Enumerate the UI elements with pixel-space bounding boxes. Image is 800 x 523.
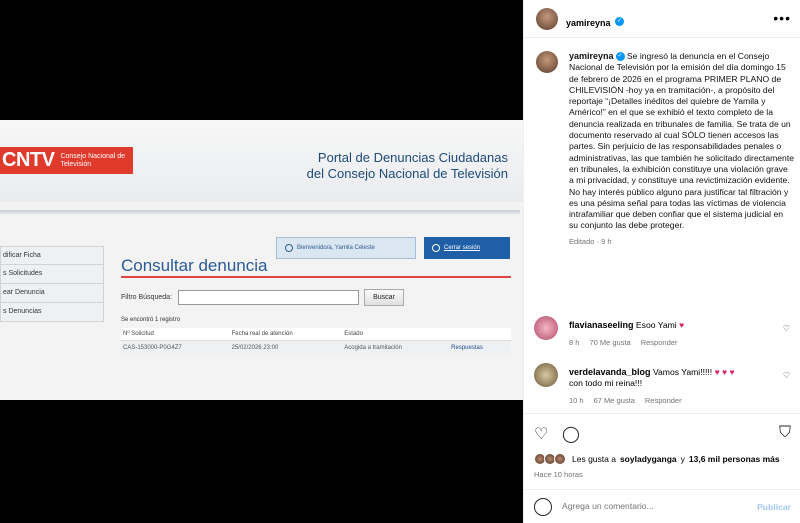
add-comment-bar [524,489,800,523]
likes-prefix: Les gusta a [572,454,616,464]
portal-title-line1: Portal de Denuncias Ciudadanas [317,150,508,165]
comment-like-icon[interactable]: ♡ [782,371,790,380]
post-caption [569,51,794,247]
likes-user[interactable]: soyladyganga [619,454,677,464]
commenter-username[interactable]: verdelavanda_blog [569,367,651,377]
commenter-avatar[interactable] [534,316,558,340]
table-cell-link: Respuestas [449,341,511,356]
comment-body [569,320,779,331]
comment-emoji: ♥ ♥ ♥ [714,367,735,377]
screenshot-image [0,120,523,400]
caption-avatar[interactable] [536,51,558,73]
author-username[interactable]: yamireyna [566,18,611,28]
consult-title: Consultar denuncia [121,256,268,275]
comment-item [534,363,796,409]
post-actions [524,413,800,523]
results-table [121,328,511,355]
comment-text: Vamos Yami!!!!! [652,367,713,377]
portal-title-line2: del Consejo Nacional de Televisión [306,166,508,181]
table-cell: Acogida a tramitación [342,341,449,356]
table-header: Estado [342,328,449,341]
verified-icon: ✓ [616,18,622,25]
table-header: Nº Solicitud [121,328,230,341]
side-menu-item: s Denuncias [0,303,104,322]
likes-count[interactable]: 13,6 mil personas más [688,454,780,464]
side-menu-item: s Solicitudes [0,265,104,284]
comment-input[interactable] [562,501,742,511]
publish-button[interactable]: Publicar [757,502,791,512]
comment-likes[interactable]: 70 Me gusta [589,338,631,347]
power-icon [432,244,440,252]
table-row [121,341,511,356]
like-icon[interactable]: ♡ [534,426,549,443]
bookmark-icon[interactable]: ⛉ [778,424,791,441]
post-header [524,0,800,38]
welcome-text: Bienvenido/a, Yamila Celeste [297,245,375,251]
cntv-logo [0,147,133,174]
portal-title [307,150,508,182]
more-options-icon[interactable]: ••• [773,10,791,26]
table-header-row [121,328,511,341]
verified-icon: ✓ [617,53,623,60]
comment-emoji: ♥ [679,320,685,330]
filter-input [178,290,359,305]
portal-side-menu [0,246,104,322]
author-avatar[interactable] [536,8,558,30]
commenter-username[interactable]: flavianaseeling [569,320,634,330]
user-icon [285,244,293,252]
likes-summary [534,453,780,465]
side-menu-item: dificar Ficha [0,246,104,265]
comment-icon[interactable]: ◯ [562,426,580,443]
found-count: Se encontró 1 registro [121,317,181,323]
side-menu-item: ear Denuncia [0,284,104,303]
comment-body [569,367,779,390]
caption-meta: Editado · 9 h [569,236,612,246]
emoji-icon[interactable] [534,498,552,516]
caption-username[interactable]: yamireyna [569,51,614,61]
search-button: Buscar [364,289,404,306]
post-time-ago: Hace 10 horas [534,470,583,479]
portal-divider [0,210,520,214]
author-name-row [566,13,624,31]
comment-reply[interactable]: Responder [644,396,682,405]
comment-reply[interactable]: Responder [640,338,678,347]
comment-likes[interactable]: 67 Me gusta [593,396,635,405]
table-header: Fecha real de atención [230,328,343,341]
comment-text-2: con todo mi reina!!! [569,378,643,389]
portal-header [0,120,523,202]
filter-label: Filtro Búsqueda: [121,294,172,301]
comment-like-icon[interactable]: ♡ [782,324,790,333]
liker-avatar [554,453,566,465]
logout-text: Cerrar sesión [444,245,481,251]
caption-text: Se ingresó la denuncia en el Consejo Nacional de Televisión por la emisión del día domingo 15 de febrero de 2026 en el programa PRIMER PLANO de CHILEVISIÓN -hoy ya en tramitación-, a propósito del reportaje “¡Detalles inéditos del quiebre de Yamila y Américo!” en el que se exhibió el texto completo de la denuncia realizada en tribunales de familia. Se trata de un documento reservado al cual SÓLO tienen accesos las partes. Sin perjuicio de las responsabilidades penales o administrativas, las que también he solicitado directamente en tribunales, la exhibición constituye una violación grave a mi privacidad, y constituye una revictimización evidente. No hay interés público alguno para justificar tal filtración y es una pésima señal para todas las víctimas de violencia intrafamiliar que deben confiar que el sistema judicial en su conjunto las debe proteger. [569,51,794,231]
commenter-avatar[interactable] [534,363,558,387]
welcome-banner [276,237,416,259]
table-cell: CAS-153000-P0G4Z7 [121,341,230,356]
likes-middle: y [680,454,685,464]
cntv-logo-mark: CNTV [2,149,55,171]
comment-time: 8 h [569,338,580,347]
comment-item [534,316,796,356]
logout-banner [424,237,510,259]
table-cell: 25/02/2026 23:00 [230,341,343,356]
comment-time: 10 h [569,396,584,405]
comment-text: Esoo Yami [635,320,677,330]
cntv-logo-sub: Consejo Nacional de Televisión [60,152,126,168]
post-side-panel [523,0,800,523]
table-header [449,328,511,341]
comment-meta [569,396,682,405]
consult-underline [121,276,511,278]
comment-meta [569,338,677,347]
